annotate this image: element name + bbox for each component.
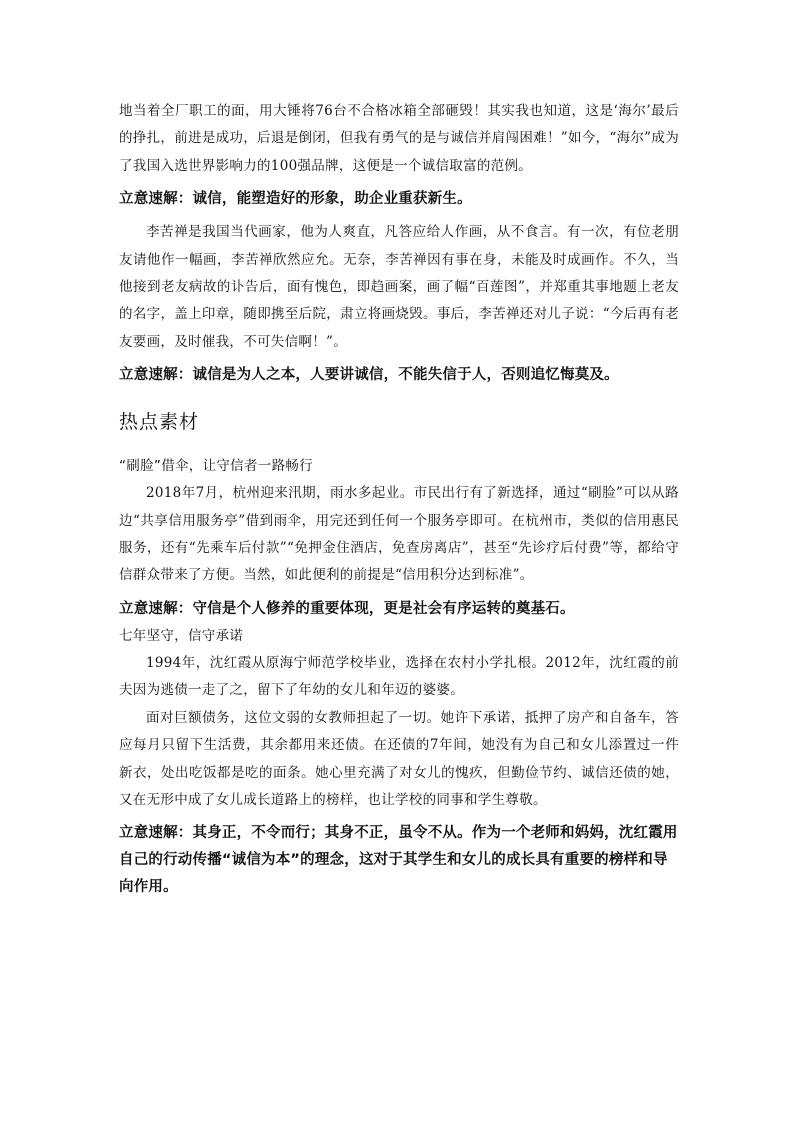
paragraph-haier: 地当着全厂职工的面，用大锤将76台不合格冰箱全部砸毁！其实我也知道，这是‘海尔’最后的挣扎，前进是成功，后退是倒闭，但我有勇气的是与诚信并肩闯困难！”如今，“海尔”成为了我国入选世界影响力的100强品牌，这便是一个诚信取富的范例。 xyxy=(119,103,679,174)
key-point-1: 立意速解：诚信，能塑造好的形象，助企业重获新生。 xyxy=(119,191,472,208)
subtitle-face-umbrella: “刷脸”借伞，让守信者一路畅行 xyxy=(119,458,313,475)
paragraph-shen-hongxia-2: 面对巨额债务，这位文弱的女教师担起了一切。她许下承诺，抵押了房产和自备车，答应每月只留下生活费，其余都用来还债。在还债的7年间，她没有为自己和女儿添置过一件新衣，处出吃饭都是吃的面条。她心里充满了对女儿的愧疚，但勤俭节约、诚信还债的她，又在无形中成了女儿成长道路上的榜样，也让学校的同事和学生尊敬。 xyxy=(119,709,679,808)
subtitle-seven-years: 七年坚守，信守承诺 xyxy=(119,627,244,644)
section-heading: 热点素材 xyxy=(119,411,200,434)
key-point-3: 立意速解：守信是个人修养的重要体现，更是社会有序运转的奠基石。 xyxy=(119,600,575,617)
key-point-2: 立意速解：诚信是为人之本，人要讲诚信，不能失信于人，否则追忆悔莫及。 xyxy=(119,367,619,384)
document-content xyxy=(119,98,679,901)
paragraph-shen-hongxia-1: 1994年，沈红霞从原海宁师范学校毕业，选择在农村小学扎根。2012年，沈红霞的前夫因为逃债一走了之，留下了年幼的女儿和年迈的婆婆。 xyxy=(119,654,679,699)
paragraph-hangzhou-credit: 2018年7月，杭州迎来汛期，雨水多起业。市民出行有了新选择，通过“刷脸”可以从路边“共享信用服务亭”借到雨伞，用完还到任何一个服务亭即可。在杭州市，类似的信用惠民服务，还有“先乘车后付款”“免押金住酒店，免查房离店”，甚至“先诊疗后付费”等，都给守信群众带来了方便。当然，如此便利的前提是“信用积分达到标准”。 xyxy=(119,485,679,584)
key-point-4: 立意速解：其身正，不令而行；其身不正，虽令不从。作为一个老师和妈妈，沈红霞用自己的行动传播“诚信为本”的理念，这对于其学生和女儿的成长具有重要的榜样和导向作用。 xyxy=(119,825,678,896)
paragraph-li-kuchan: 李苦禅是我国当代画家，他为人爽直，凡答应给人作画，从不食言。有一次，有位老朋友请他作一幅画，李苦禅欣然应允。无奈，李苦禅因有事在身，未能及时成画作。不久，当他接到老友病故的讣告后，面有愧色，即趋画案，画了幅“百莲图”，并郑重其事地题上老友的名字，盖上印章，随即携至后院，肃立将画烧毁。事后，李苦禅还对儿子说：“今后再有老友要画，及时催我，不可失信啊！”。 xyxy=(119,224,679,350)
